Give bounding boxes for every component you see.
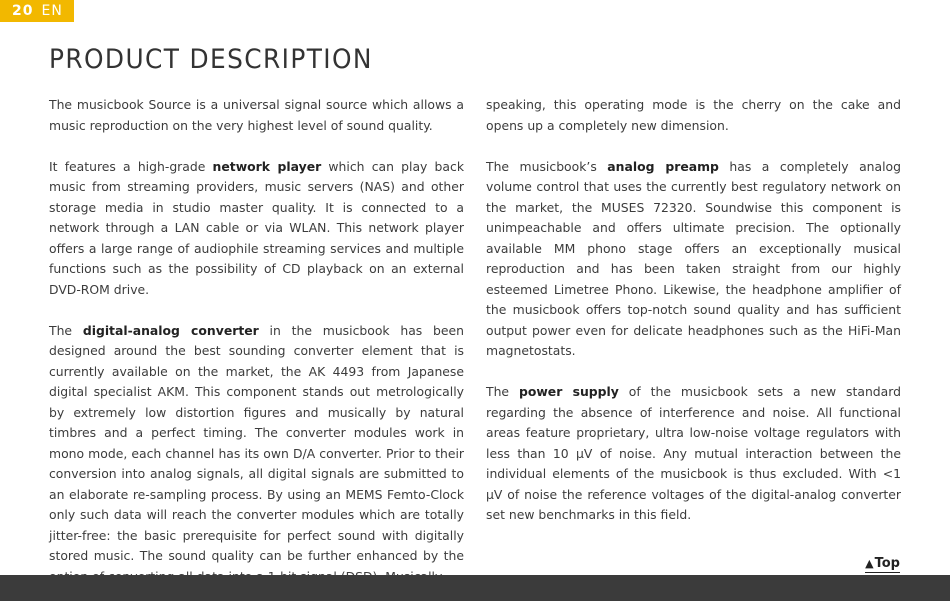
dac-term: digital-analog converter bbox=[82, 322, 259, 338]
back-to-top-label: Top bbox=[874, 556, 900, 571]
network-player-paragraph: It features a high-grade network player which can play back music from streaming providers, music servers (NAS) and other storage media in studio master quality. It is connected to a network through a LAN cable or via WLAN. This network player offers a large range of audiophile streaming services and multiple functions such as the possibility of CD playback on an external DVD-ROM drive. bbox=[49, 158, 464, 297]
up-triangle-icon: ▲ bbox=[865, 557, 874, 570]
page-number-tab bbox=[0, 0, 74, 22]
left-column bbox=[49, 95, 464, 608]
dsd-continuation-paragraph: speaking, this operating mode is the cherry on the cake and opens up a completely new dimension. bbox=[486, 97, 901, 133]
power-supply-paragraph: The power supply of the musicbook sets a new standard regarding the absence of interference and noise. All functional areas feature proprietary, ultra low-noise voltage regulators with less than 10 µV of noise. Any mutual interaction between the individual elements of the musicbook is thus excluded. With <1 µV of noise the reference voltages of the digital-analog converter set new benchmarks in this field. bbox=[486, 384, 901, 522]
network-player-term: network player bbox=[212, 158, 322, 174]
analog-preamp-term: analog preamp bbox=[607, 158, 719, 174]
back-to-top-link[interactable] bbox=[865, 556, 900, 573]
language-code: EN bbox=[41, 3, 63, 19]
power-supply-term: power supply bbox=[518, 384, 619, 399]
dac-paragraph: The digital-analog converter in the musicbook has been designed around the best sounding converter element that is currently available on the market, the AK 4493 from Japanese digital specialist AKM. This component stands out metrologically by extremely low distortion figures and musically by natural timbres and a perfect timing. The converter modules work in mono mode, each channel has its own D/A converter. Prior to their conversion into analog signals, all digital signals are submitted to an elaborate re-sampling process. By using an MEMS Femto-Clock only such data will reach the converter modules which are totally jitter-free: the basic prerequisite for perfect sound with digitally stored music. The sound quality can be further enhanced by the bbox=[49, 322, 465, 563]
page-number: 20 bbox=[12, 3, 34, 19]
right-column bbox=[486, 95, 901, 546]
page-title: PRODUCT DESCRIPTION bbox=[49, 44, 373, 75]
intro-paragraph: The musicbook Source is a universal signal source which allows a music reproduction on the very highest level of sound quality. bbox=[49, 97, 464, 133]
footer-bar bbox=[0, 575, 950, 601]
analog-preamp-paragraph: The musicbook’s analog preamp has a completely analog volume control that uses the currently best regulatory network on the market, the MUSES 72320. Soundwise this component is unimpeachable and offers ultimate precision. The optionally available MM phono stage offers an exceptionally musical reproduction and has been taken straight from our highly esteemed Limetree Phono. Likewise, the headphone amplifier of the musicbook offers top-notch sound quality and has sufficient output power even for delicate headphones such as the HiFi-Man magnetostats. bbox=[486, 158, 902, 358]
